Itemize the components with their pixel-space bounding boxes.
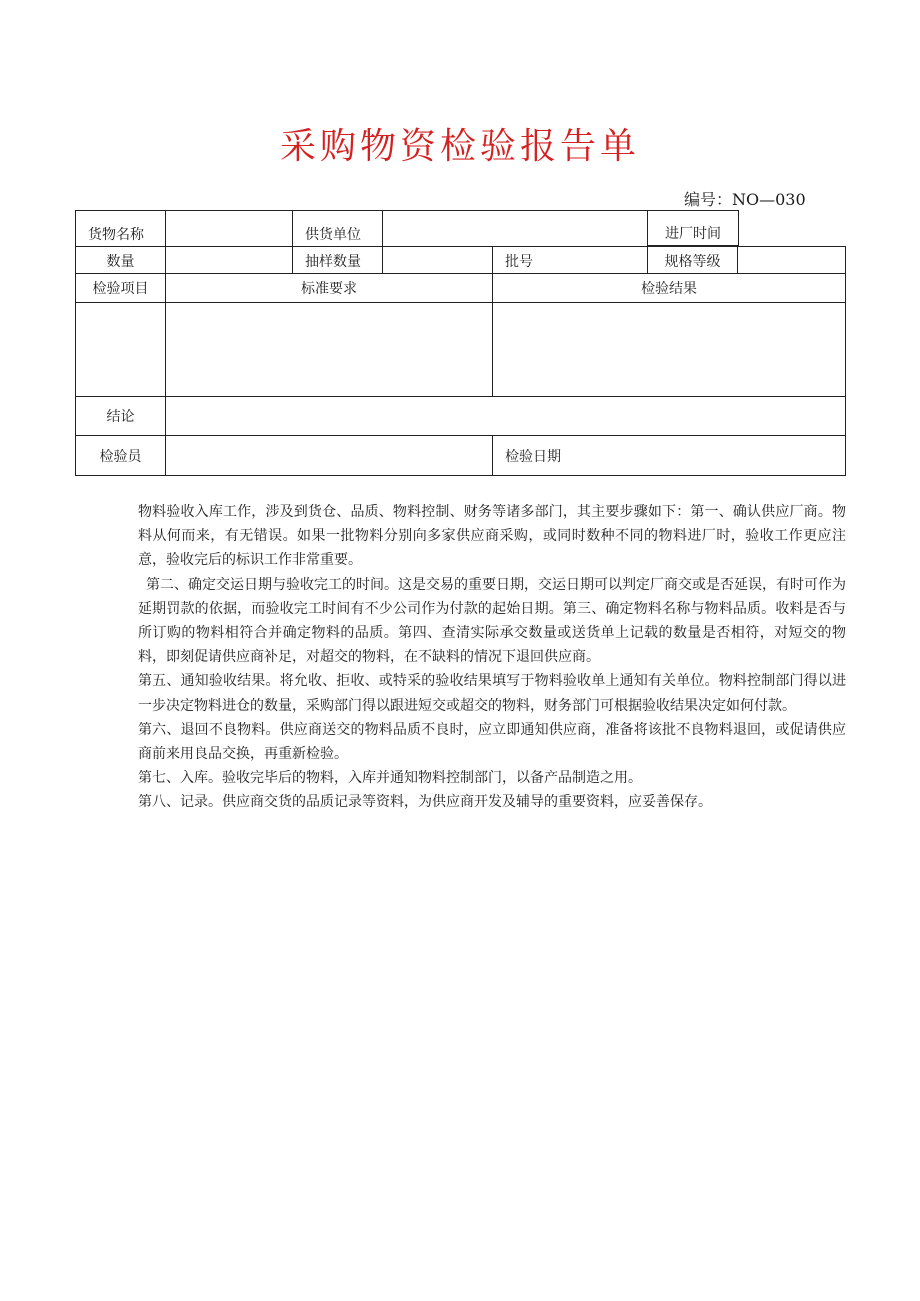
spec-grade-field[interactable] xyxy=(738,247,846,274)
sample-qty-label: 抽样数量 xyxy=(293,247,383,274)
form-row-inspector xyxy=(76,436,846,476)
inspect-date-label: 检验日期 xyxy=(493,436,846,476)
supplier-label: 供货单位 xyxy=(293,211,383,247)
inspect-item-field[interactable] xyxy=(76,303,166,397)
paragraph: 第五、通知验收结果。将允收、拒收、或特采的验收结果填写于物料验收单上通知有关单位。物料控制部门得以进一步决定物料进仓的数量，采购部门得以跟进短交或超交的物料，财务部门可根据验收结果决定如何付款。 xyxy=(138,673,846,714)
conclusion-label: 结论 xyxy=(76,397,166,436)
goods-name-label: 货物名称 xyxy=(76,211,166,247)
inspection-form-table xyxy=(75,210,846,476)
result-label: 检验结果 xyxy=(493,274,846,303)
quantity-label: 数量 xyxy=(76,247,166,274)
entry-time-label: 进厂时间 xyxy=(665,226,721,242)
form-row-details xyxy=(76,303,846,397)
form-row-conclusion xyxy=(76,397,846,436)
inspector-label: 检验员 xyxy=(76,436,166,476)
standard-label: 标准要求 xyxy=(166,274,493,303)
quantity-field[interactable] xyxy=(166,247,293,274)
document-number: 编号：NO—030 xyxy=(684,190,806,209)
inspector-field[interactable] xyxy=(166,436,493,476)
paragraph: 第八、记录。供应商交货的品质记录等资料，为供应商开发及辅导的重要资料，应妥善保存。 xyxy=(138,794,712,811)
spec-grade-label: 规格等级 xyxy=(648,247,738,274)
conclusion-field[interactable] xyxy=(166,397,846,436)
inspect-item-label: 检验项目 xyxy=(76,274,166,303)
paragraph: 第七、入库。验收完毕后的物料，入库并通知物料控制部门，以备产品制造之用。 xyxy=(138,770,642,787)
form-row-quantity xyxy=(76,247,846,274)
page-title: 采购物资检验报告单 xyxy=(279,126,640,167)
paragraph: 第六、退回不良物料。供应商送交的物料品质不良时，应立即通知供应商，准备将该批不良物料退回，或促请供应商前来用良品交换，再重新检验。 xyxy=(138,721,846,763)
form-row-header xyxy=(76,274,846,303)
goods-name-field[interactable] xyxy=(166,211,293,247)
paragraph: 物料验收入库工作，涉及到货仓、品质、物料控制、财务等诸多部门，其主要步骤如下：第一、确认供应厂商。物料从何而来，有无错误。如果一批物料分别向多家供应商采购，或同时数种不同的物料进厂时，验收工作更应注意，验收完后的标识工作非常重要。 xyxy=(138,504,846,569)
entry-time-label-cell xyxy=(647,210,739,246)
sample-qty-field[interactable] xyxy=(383,247,493,274)
procedure-text xyxy=(138,500,846,815)
paragraph: 第二、确定交运日期与验收完工的时间。这是交易的重要日期，交运日期可以判定厂商交或是否延误，有时可作为延期罚款的依据，而验收完工时间有不少公司作为付款的起始日期。第三、确定物料名称与物料品质。收料是否与所订购的物料相符合并确定物料的品质。第四、查清实际承交数量或送货单上记载的数量是否相符，对短交的物料，即刻促请供应商补足，对超交的物料，在不缺料的情况下退回供应商。 xyxy=(138,576,846,666)
batch-no-label: 批号 xyxy=(493,247,648,274)
result-field[interactable] xyxy=(493,303,846,397)
standard-field[interactable] xyxy=(166,303,493,397)
